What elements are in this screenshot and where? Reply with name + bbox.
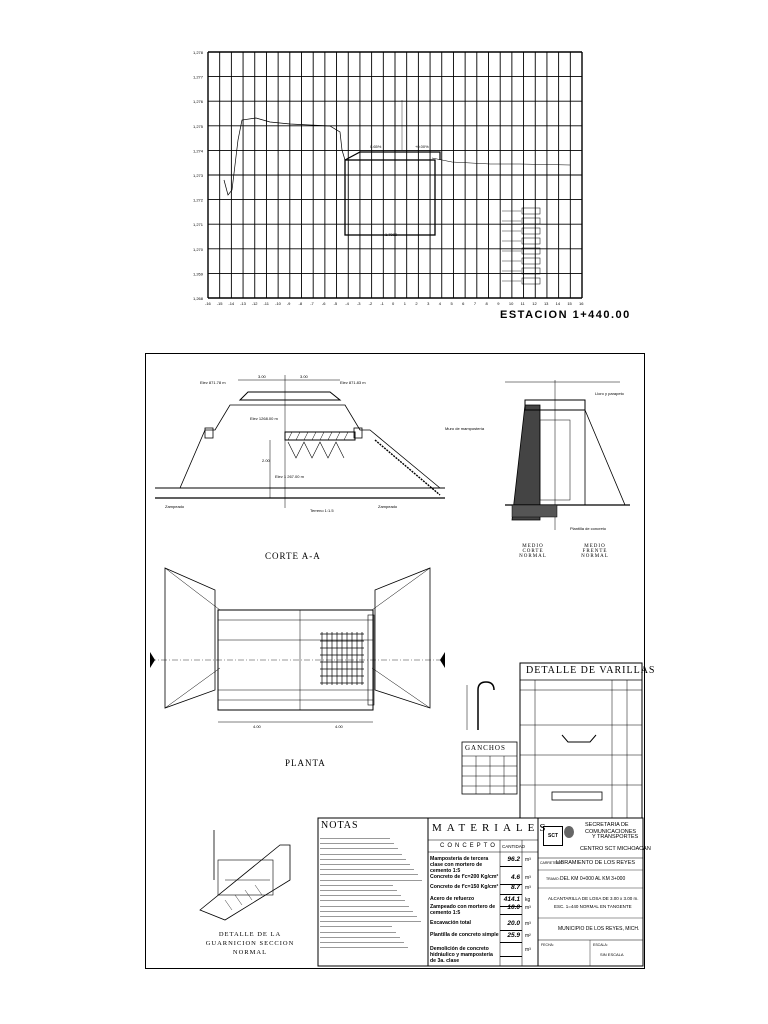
material-concepto: Zampeado con mortero de cemento 1:5 [430, 904, 496, 916]
material-unidad: m³ [525, 885, 531, 891]
x-tick-label: 8 [485, 301, 488, 306]
carretera-label: CARRETERA: [540, 861, 563, 865]
corte-a-a-section [155, 374, 445, 513]
svg-text:Muro de mampostería: Muro de mampostería [445, 426, 485, 431]
material-row-line [500, 930, 522, 931]
material-unidad: m³ [525, 905, 531, 911]
note-text-line [320, 843, 394, 844]
tramo-value: DEL KM 0+000 AL KM 3+000 [560, 876, 626, 882]
svg-text:4.00: 4.00 [253, 724, 261, 729]
note-text-line [320, 848, 398, 849]
svg-text:Lloro y parapeto: Lloro y parapeto [595, 391, 624, 396]
planta-title: PLANTA [285, 758, 326, 768]
material-unidad: m³ [525, 947, 531, 953]
concepto-header: CONCEPTO [440, 843, 498, 849]
note-text-line [320, 890, 397, 891]
escala-value: SIN ESCALA [600, 952, 624, 957]
y-tick-label: 1,272 [193, 197, 204, 203]
note-text-line [320, 926, 392, 927]
material-concepto: Plantilla de concreto simple [430, 932, 499, 938]
material-cantidad: 414.1 [503, 896, 520, 903]
medio-frente-label: MEDIO FRENTE NORMAL [581, 544, 609, 559]
y-tick-label: 1,274 [193, 148, 204, 154]
svg-text:Elev 1268.00 m: Elev 1268.00 m [250, 416, 278, 421]
note-text-line [320, 916, 417, 917]
x-tick-label: -13 [240, 301, 246, 306]
agency-line2: Y TRANSPORTES [592, 834, 639, 840]
y-tick-label: 1,278 [193, 50, 204, 55]
svg-text:0.65%: 0.65% [370, 144, 382, 149]
material-unidad: kg [525, 897, 531, 903]
x-tick-label: 13 [543, 301, 549, 306]
carretera-value: LIBRAMIENTO DE LOS REYES [556, 860, 636, 866]
note-text-line [320, 911, 413, 912]
note-text-line [320, 937, 400, 938]
note-text-line [320, 880, 422, 881]
x-tick-label: -12 [251, 301, 258, 306]
x-tick-label: 10 [508, 301, 514, 306]
x-tick-label: 2 [415, 301, 418, 306]
x-tick-label: 1 [403, 301, 406, 306]
x-tick-label: -1 [380, 301, 384, 306]
detalle-varillas-table [520, 663, 642, 818]
medio-corte-frente [445, 380, 630, 531]
svg-text:Elev 871.83 m: Elev 871.83 m [340, 380, 366, 385]
x-tick-label: -7 [310, 301, 314, 306]
x-tick-label: -3 [356, 301, 361, 306]
y-tick-label: 1,271 [193, 222, 204, 228]
gancho-detail [467, 682, 494, 730]
note-text-line [320, 885, 393, 886]
material-cantidad: 10.0 [507, 904, 520, 911]
agency-line1: SECRETARIA DE COMUNICACIONES [585, 822, 637, 835]
x-tick-label: 14 [555, 301, 561, 306]
x-tick-label: -4 [345, 301, 349, 306]
municipio: MUNICIPIO DE LOS REYES, MICH. [558, 926, 640, 932]
material-unidad: m² [525, 933, 531, 939]
svg-text:+0.00%: +0.00% [415, 144, 429, 149]
note-text-line [320, 947, 408, 948]
x-tick-label: 6 [462, 301, 465, 306]
material-unidad: m³ [525, 857, 531, 863]
x-tick-label: -15 [216, 301, 223, 306]
material-cantidad: 20.0 [507, 920, 520, 927]
material-unidad: m³ [525, 875, 531, 881]
y-tick-label: 1,270 [193, 246, 204, 252]
notas-title: NOTAS [321, 820, 359, 831]
material-cantidad: 96.2 [507, 856, 520, 863]
y-tick-label: 1,269 [193, 271, 204, 277]
y-tick-label: 1,273 [193, 173, 204, 178]
material-concepto: Mampostería de tercera clase con mortero de cemento 1:5 [430, 856, 489, 874]
x-tick-label: -8 [298, 301, 303, 306]
svg-text:4.00: 4.00 [335, 724, 343, 729]
x-tick-label: -10 [275, 301, 281, 306]
material-row-line [500, 894, 522, 895]
sct-logo: SCT [543, 826, 563, 846]
y-tick-label: 1,275 [193, 123, 204, 129]
x-tick-label: -2 [368, 301, 373, 306]
x-tick-label: 4 [438, 301, 441, 306]
corte-title: CORTE A-A [265, 551, 321, 561]
svg-text:Plantilla de concreto: Plantilla de concreto [570, 526, 607, 531]
materiales-title: MATERIALES [432, 822, 551, 834]
x-tick-label: -5 [333, 301, 338, 306]
x-tick-label: 5 [450, 301, 453, 306]
svg-text:2.00: 2.00 [262, 458, 270, 463]
note-text-line [320, 921, 421, 922]
guarnicion-detail [200, 830, 290, 920]
obra-line2: ESC. 1=440 NORMAL EN TANGENTE [554, 904, 632, 909]
medio-corte-label: MEDIO CORTE NORMAL [519, 544, 547, 559]
svg-text:Elev 871.78 m: Elev 871.78 m [200, 380, 226, 385]
material-concepto: Concreto de f'c=150 Kg/cm² [430, 884, 499, 890]
svg-text:Elev 1 267.00 m: Elev 1 267.00 m [275, 474, 304, 479]
svg-text:Zampeado: Zampeado [378, 504, 398, 509]
y-tick-label: 1,276 [193, 99, 204, 105]
x-tick-label: -11 [263, 301, 269, 306]
note-text-line [320, 854, 402, 855]
material-cantidad: 8.7 [510, 884, 520, 891]
x-tick-label: 3 [427, 301, 430, 306]
x-tick-label: -6 [321, 301, 326, 306]
note-text-line [320, 895, 401, 896]
x-tick-label: 11 [520, 301, 525, 306]
obra-line1: ALCANTARILLA DE LOSA DE 3.00 x 3.00 m. [548, 896, 639, 901]
note-text-line [320, 869, 414, 870]
x-tick-label: 9 [497, 301, 500, 306]
material-cantidad: 25.9 [507, 932, 520, 939]
material-concepto: Acero de refuerzo [430, 896, 475, 902]
note-text-line [320, 864, 410, 865]
station-label: ESTACION 1+440.00 [500, 309, 631, 321]
note-text-line [320, 906, 409, 907]
x-tick-label: 12 [532, 301, 537, 306]
material-unidad: m³ [525, 921, 531, 927]
agency-line3: CENTRO SCT MICHOACAN [580, 846, 651, 852]
svg-text:Terreno 1:1.5: Terreno 1:1.5 [310, 508, 334, 513]
x-tick-label: 7 [473, 301, 477, 306]
note-text-line [320, 900, 405, 901]
escala-label: ESCALA: [593, 943, 608, 947]
material-row-line [500, 866, 522, 867]
fecha-label: FECHA: [541, 943, 554, 947]
svg-text:Zampeado: Zampeado [165, 504, 185, 509]
planta-view [150, 568, 445, 729]
ganchos-label: GANCHOS [465, 744, 506, 752]
guarnicion-label: DETALLE DE LA GUARNICION SECCION NORMAL [205, 931, 295, 956]
material-concepto: Excavación total [430, 920, 471, 926]
note-text-line [320, 932, 396, 933]
material-concepto: Concreto de f'c=200 Kg/cm² [430, 874, 499, 880]
x-tick-label: 15 [567, 301, 572, 306]
note-text-line [320, 942, 404, 943]
material-row-line [500, 914, 522, 915]
note-text-line [320, 838, 390, 839]
eagle-icon [564, 826, 574, 838]
y-tick-label: 1,277 [193, 74, 204, 80]
svg-text:1.7000: 1.7000 [385, 232, 398, 237]
x-tick-label: 0 [392, 301, 395, 306]
tramo-label: TRAMO: [546, 877, 560, 881]
material-row-line [500, 942, 522, 943]
svg-text:3.00: 3.00 [258, 374, 266, 379]
x-tick-label: 16 [579, 301, 584, 306]
x-tick-label: -16 [205, 301, 211, 306]
x-tick-label: -14 [228, 301, 235, 306]
material-row-line [500, 956, 522, 957]
y-tick-label: 1,268 [193, 296, 204, 301]
material-cantidad: 4.6 [510, 874, 520, 881]
note-text-line [320, 874, 418, 875]
note-text-line [320, 859, 406, 860]
detalle-varillas-title: DETALLE DE VARILLAS [526, 665, 656, 676]
x-tick-label: -9 [286, 301, 291, 306]
svg-text:3.00: 3.00 [300, 374, 308, 379]
cantidad-header: CANTIDAD [502, 844, 526, 849]
material-concepto: Demolición de concreto hidráulico y mampostería de 3a. clase [430, 946, 493, 964]
